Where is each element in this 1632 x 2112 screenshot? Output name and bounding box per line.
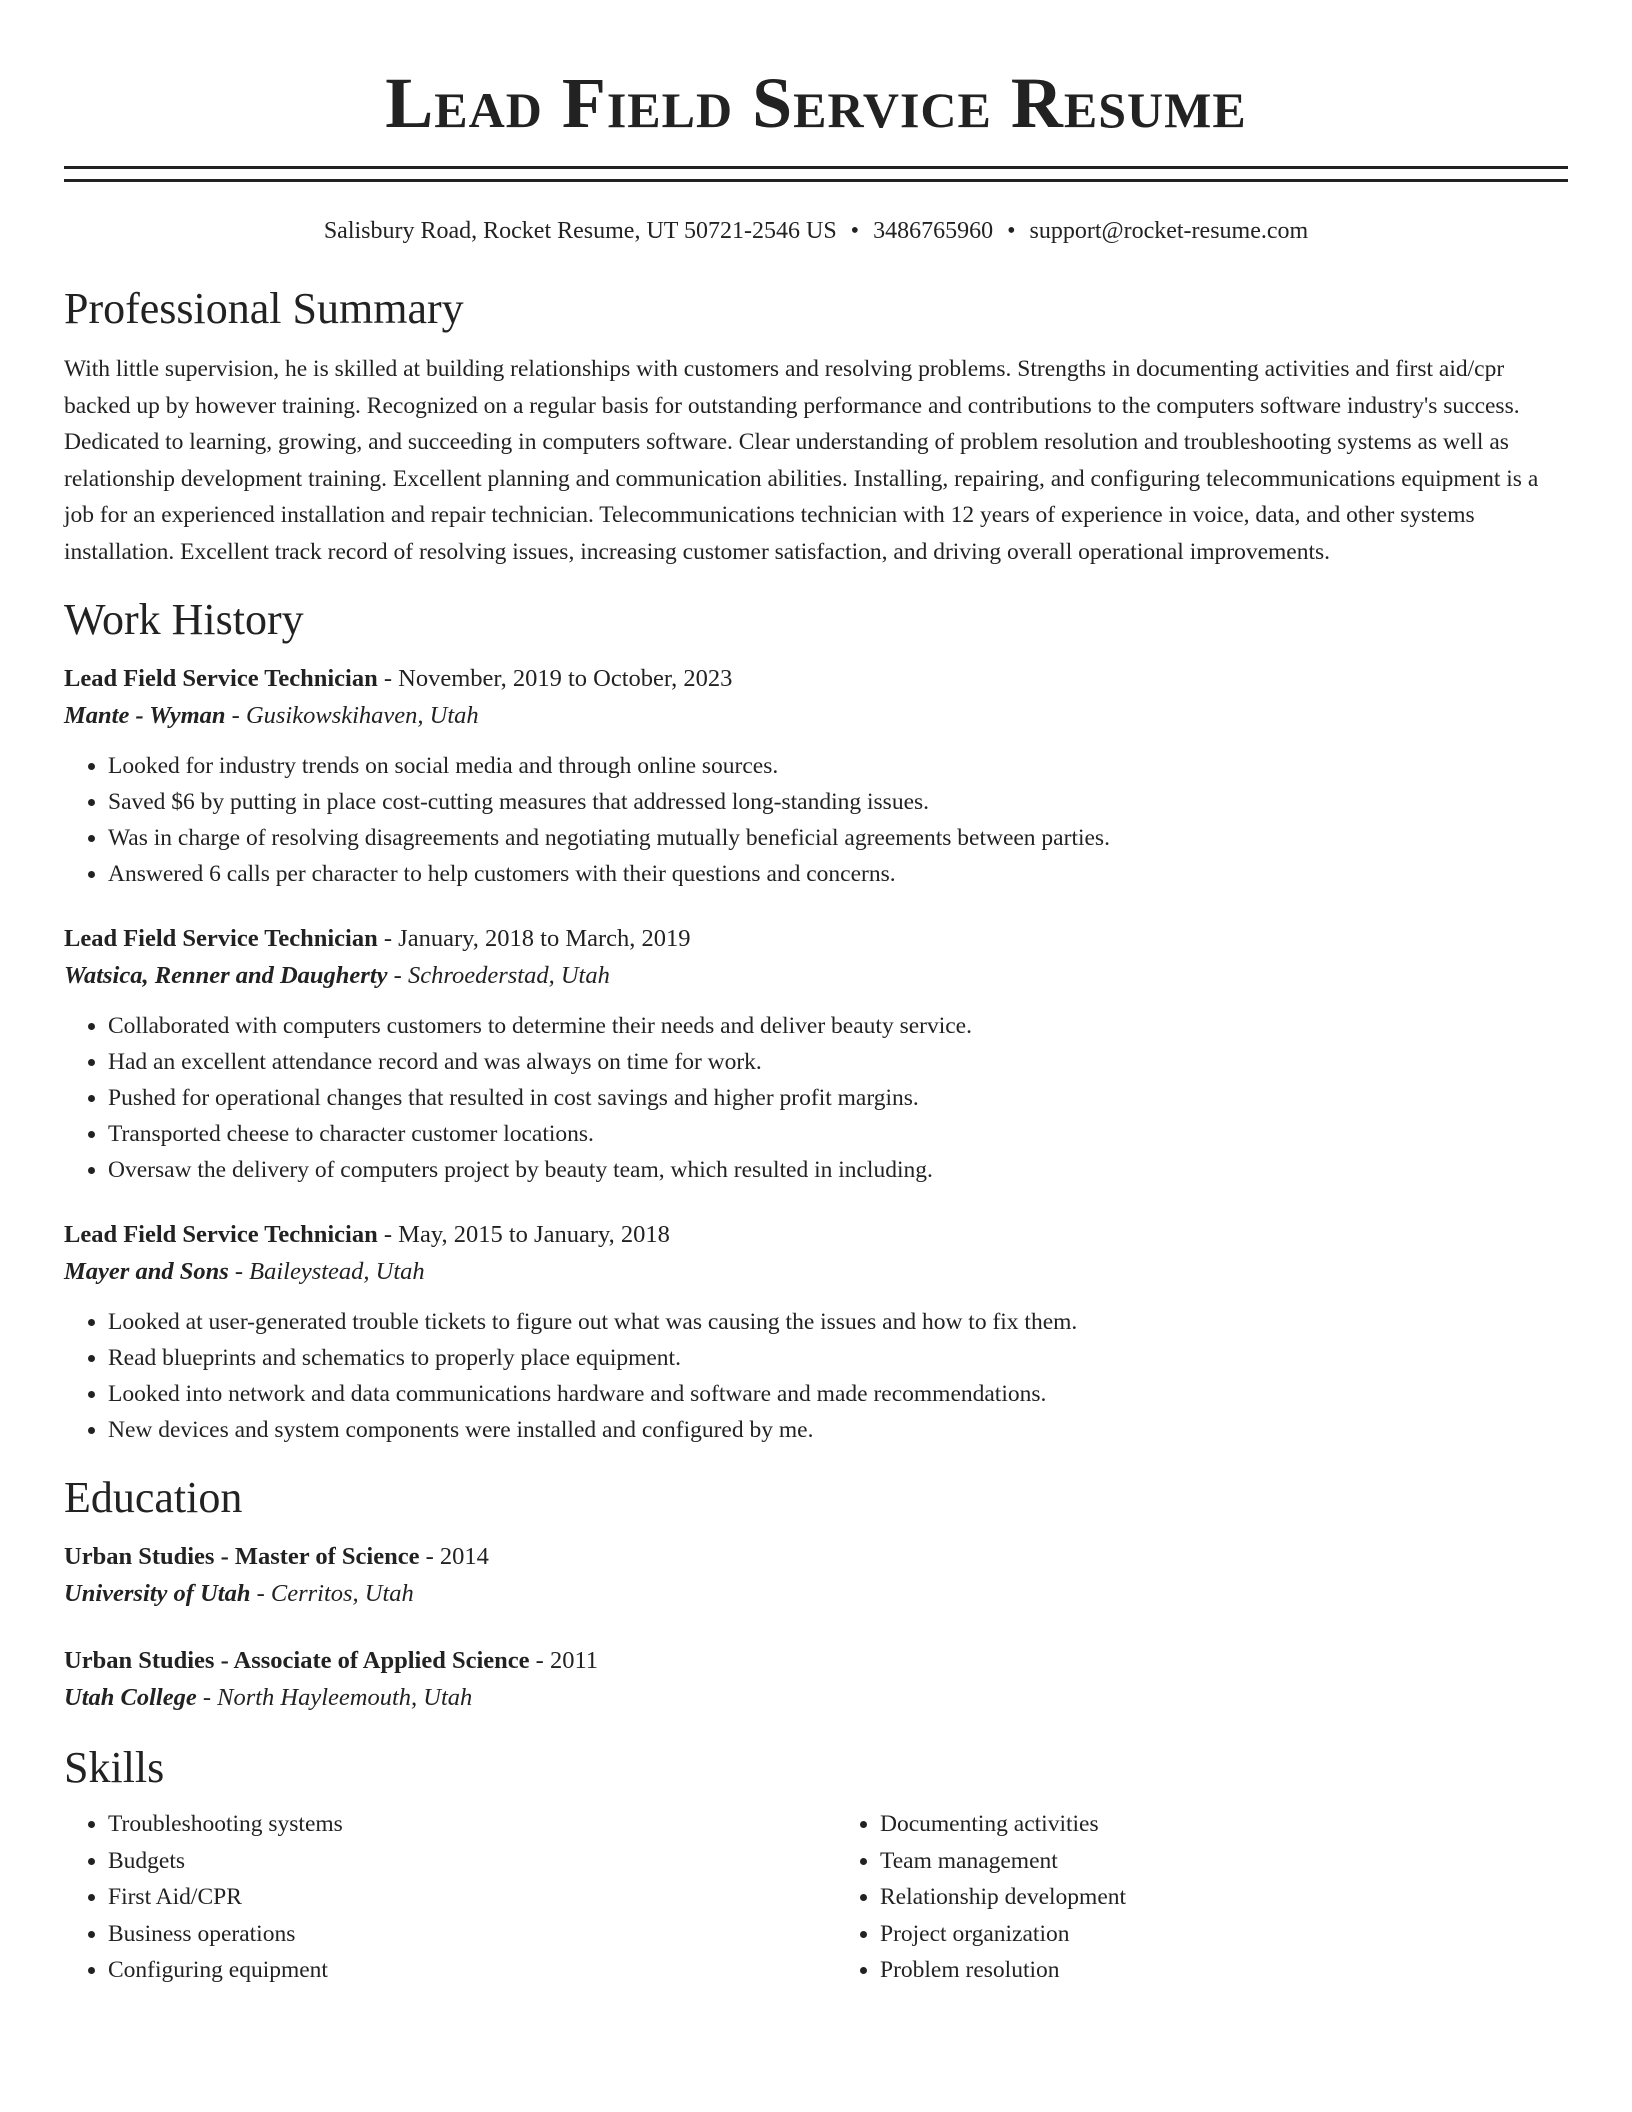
- list-item: • Oversaw the delivery of computers project by beauty team, which resulted in including.: [108, 1152, 1568, 1188]
- contact-phone: 3486765960: [873, 218, 994, 244]
- job-employer: [64, 956, 1568, 996]
- skills-column-left: [64, 1806, 796, 1989]
- education-entry: [64, 1644, 1568, 1718]
- education-school-line: [64, 1678, 1568, 1718]
- education-school-line: [64, 1574, 1568, 1614]
- education-year: - 2011: [529, 1647, 599, 1674]
- education-entry: [64, 1540, 1568, 1614]
- page-title: Lead Field Service Resume: [385, 63, 1247, 143]
- job-header: [64, 922, 1568, 956]
- list-item: • Looked at user-generated trouble tickets to figure out what was causing the issues and how to fix them.: [108, 1304, 1568, 1340]
- job-header: [64, 1218, 1568, 1252]
- list-item: • Looked for industry trends on social media and through online sources.: [108, 748, 1568, 784]
- education-school: Utah College: [64, 1684, 197, 1711]
- education-heading: Education: [64, 1473, 243, 1522]
- list-item: • Had an excellent attendance record and was always on time for work.: [108, 1044, 1568, 1080]
- list-item: • Documenting activities: [880, 1806, 1568, 1843]
- list-item: • Collaborated with computers customers to determine their needs and deliver beauty service.: [108, 1008, 1568, 1044]
- job-employer: [64, 1252, 1568, 1292]
- list-item: • Answered 6 calls per character to help customers with their questions and concerns.: [108, 856, 1568, 892]
- education-header: [64, 1540, 1568, 1574]
- job-dates: - November, 2019 to October, 2023: [377, 665, 733, 692]
- skills-heading: Skills: [64, 1743, 165, 1792]
- job-bullets: [64, 1304, 1568, 1448]
- list-item: • Saved $6 by putting in place cost-cutting measures that addressed long-standing issues.: [108, 784, 1568, 820]
- list-item: • Was in charge of resolving disagreements and negotiating mutually beneficial agreements between parties.: [108, 820, 1568, 856]
- contact-separator: •: [1007, 218, 1016, 244]
- contact-separator: •: [850, 218, 860, 244]
- list-item: • Budgets: [108, 1843, 796, 1880]
- education-location: - North Hayleemouth, Utah: [196, 1684, 473, 1711]
- job-company: Watsica, Renner and Daugherty: [64, 962, 388, 989]
- skills-column-right: [796, 1806, 1568, 1989]
- list-item: • New devices and system components were installed and configured by me.: [108, 1412, 1568, 1448]
- list-item: • Relationship development: [880, 1879, 1568, 1916]
- work-history-heading: Work History: [64, 595, 304, 644]
- job-title: Lead Field Service Technician: [64, 1221, 378, 1248]
- contact-email: support@rocket-resume.com: [1029, 218, 1309, 244]
- job-company: Mayer and Sons: [64, 1258, 229, 1285]
- skills-list: [64, 1806, 1568, 1989]
- job-employer: [64, 696, 1568, 736]
- job-location: - Schroederstad, Utah: [387, 962, 610, 989]
- job-title: Lead Field Service Technician: [64, 665, 378, 692]
- job-company: Mante - Wyman: [64, 702, 226, 729]
- list-item: • Pushed for operational changes that resulted in cost savings and higher profit margins.: [108, 1080, 1568, 1116]
- list-item: • Problem resolution: [880, 1952, 1568, 1989]
- job-title: Lead Field Service Technician: [64, 925, 378, 952]
- list-item: • Project organization: [880, 1916, 1568, 1953]
- list-item: • First Aid/CPR: [108, 1879, 796, 1916]
- summary-text: With little supervision, he is skilled at building relationships with customers and resolving problems. Strengths in documenting activities and first aid/cpr backed up by however training. Recognized on a regular basis for outstanding performance and contributions to the computers software industry's success. Dedicated to learning, growing, and succeeding in computers software. Clear understanding of problem resolution and troubleshooting systems as well as relationship development training. Excellent planning and communication abilities. Installing, repairing, and configuring telecommunications equipment is a job for an experienced installation and repair technician. Telecommunications technician with 12 years of experience in voice, data, and other systems installation. Excellent track record of resolving issues, increasing customer satisfaction, and driving overall operational improvements.: [64, 356, 1539, 565]
- resume-page: [64, 0, 1568, 1989]
- list-item: • Business operations: [108, 1916, 796, 1953]
- job-location: - Gusikowskihaven, Utah: [225, 702, 479, 729]
- list-item: • Looked into network and data communications hardware and software and made recommendations.: [108, 1376, 1568, 1412]
- list-item: • Configuring equipment: [108, 1952, 796, 1989]
- education-degree: Urban Studies - Master of Science: [64, 1543, 420, 1570]
- list-item: • Read blueprints and schematics to properly place equipment.: [108, 1340, 1568, 1376]
- contact-address: Salisbury Road, Rocket Resume, UT 50721-2546 US: [323, 218, 837, 244]
- job-dates: - January, 2018 to March, 2019: [377, 925, 691, 952]
- education-school: University of Utah: [64, 1580, 251, 1607]
- summary-heading: Professional Summary: [64, 284, 464, 333]
- title-divider: [64, 166, 1568, 182]
- job-bullets: [64, 1008, 1568, 1188]
- contact-line: [64, 215, 1568, 247]
- education-degree: Urban Studies - Associate of Applied Science: [64, 1647, 530, 1674]
- list-item: • Troubleshooting systems: [108, 1806, 796, 1843]
- job-bullets: [64, 748, 1568, 892]
- list-item: • Team management: [880, 1843, 1568, 1880]
- list-item: • Transported cheese to character customer locations.: [108, 1116, 1568, 1152]
- job-location: - Baileystead, Utah: [228, 1258, 425, 1285]
- education-header: [64, 1644, 1568, 1678]
- education-location: - Cerritos, Utah: [250, 1580, 414, 1607]
- job-entry: [64, 922, 1568, 1188]
- job-dates: - May, 2015 to January, 2018: [377, 1221, 670, 1248]
- job-entry: [64, 662, 1568, 892]
- job-entry: [64, 1218, 1568, 1448]
- job-header: [64, 662, 1568, 696]
- education-year: - 2014: [419, 1543, 489, 1570]
